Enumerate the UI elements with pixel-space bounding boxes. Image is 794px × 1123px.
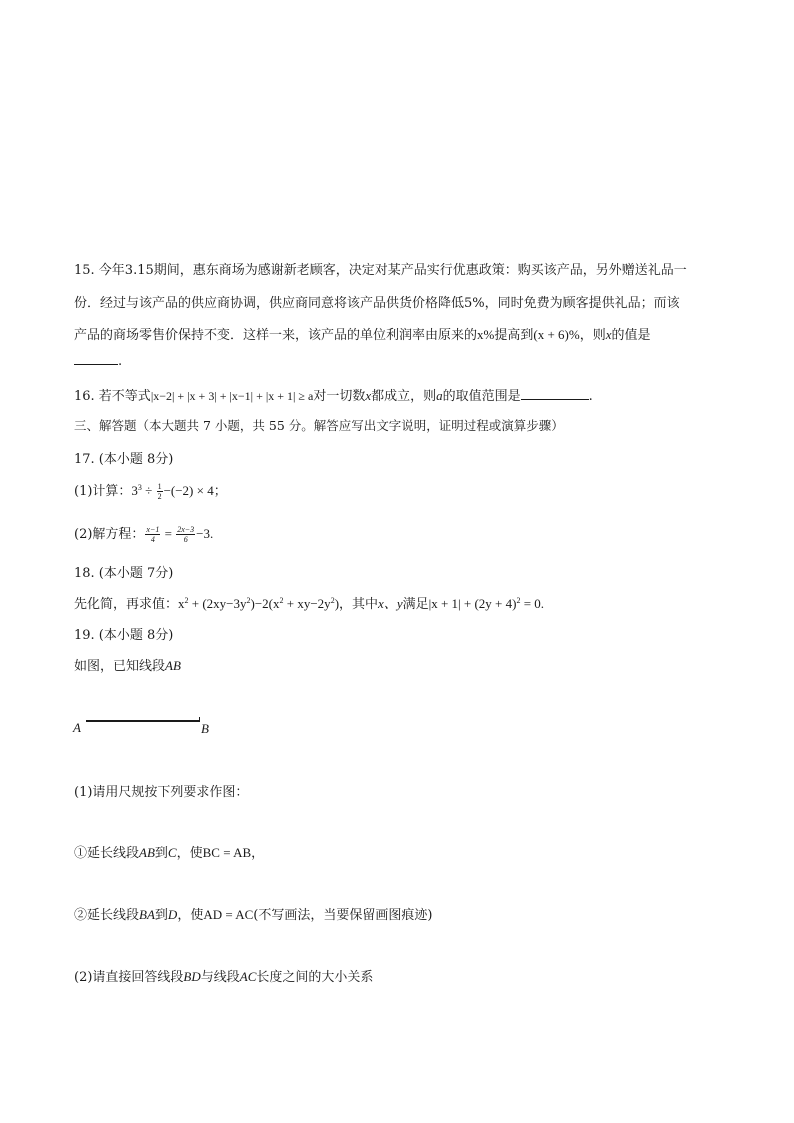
q19-p2-text: 与线段 (200, 970, 240, 985)
q15-math-x-plus-6: (x + 6)% (533, 327, 580, 342)
q18-vars: x、y (378, 596, 403, 611)
q17-p2-left-fraction (145, 525, 160, 544)
q19-part-2 (74, 966, 373, 985)
q17-p1-fraction (157, 482, 163, 501)
q17-p2-tail: −3. (196, 526, 214, 541)
q16-text: 都成立，则 (371, 389, 437, 404)
q17-header: 17. (本小题 8分) (74, 452, 174, 467)
q17-p2-right-fraction (176, 525, 195, 544)
q19-intro (74, 655, 181, 674)
section-3-heading: 三、解答题（本大题共 7 小题，共 55 分。解答应写出文字说明，证明过程或演算步骤） (74, 418, 564, 433)
q15-var-x: x (605, 327, 612, 342)
q19-s2-var-d: D (167, 907, 178, 922)
q16-end: . (588, 389, 593, 404)
q16-text: 对一切数 (313, 389, 366, 404)
q19-s1-var-c: C (167, 845, 177, 860)
q19-s2-text: ②延长线段 (74, 908, 140, 923)
expr-part: + (2xy−3y (188, 596, 247, 611)
q18-text: 满足 (402, 597, 429, 612)
expr-part: = 0. (520, 596, 545, 611)
q19-s1-equation: BC = AB (202, 845, 252, 860)
q19-s1-text: 到 (154, 846, 168, 861)
expr-exponent: 2 (184, 596, 189, 605)
q16-prefix: 16. 若不等式 (74, 389, 151, 404)
q19-s2-text: 到 (154, 908, 168, 923)
q15-text: 提高到 (494, 328, 534, 343)
expr-exponent: 2 (279, 596, 284, 605)
q19-s1-var-ab: AB (139, 845, 155, 860)
q16-var-a: a (436, 388, 443, 403)
q19-intro-text: 如图，已知线段 (74, 659, 166, 674)
q19-p2-var-ac: AC (239, 969, 257, 984)
q17-p2-label: (2)解方程： (74, 527, 145, 542)
expr-exponent: 2 (516, 596, 521, 605)
q19-intro-var: AB (165, 658, 181, 673)
fraction-numerator: 2x−3 (177, 525, 195, 534)
q16-answer-blank (521, 387, 589, 400)
expr-part: )−2(x (250, 596, 280, 611)
q19-s1-text: ，使 (176, 846, 203, 861)
q15-text: 产品的商场零售价保持不变．这样一来，该产品的单位利润率由原来的 (74, 328, 478, 343)
expr-exponent: 2 (246, 596, 251, 605)
fraction-denominator: 6 (183, 535, 188, 544)
q17-part-2 (74, 523, 213, 544)
fraction-denominator: 2 (157, 492, 162, 501)
q19-header: 19. (本小题 8分) (74, 628, 174, 643)
q15-line-4 (74, 352, 122, 369)
q18-text: ，其中 (339, 597, 379, 612)
q19-p2-text: 长度之间的大小关系 (256, 970, 374, 985)
expr-part: x (178, 596, 185, 611)
expr-part: + xy−2y (283, 596, 331, 611)
q19-s2-var-ba: BA (139, 907, 155, 922)
q16-inequality: |x−2| + |x + 3| + |x−1| + |x + 1| ≥ a (150, 389, 314, 403)
q17-part-1 (74, 480, 227, 501)
q18-body (74, 593, 544, 612)
q19-s1-text: ①延长线段 (74, 846, 140, 861)
fraction-numerator: x−1 (146, 525, 160, 534)
segment-ab-endpoint (199, 717, 200, 721)
fraction-denominator: 4 (150, 535, 155, 544)
q16-text: 的取值范围是 (442, 389, 521, 404)
expr-part: |x + 1| + (2y + 4) (428, 596, 517, 611)
q15-end: . (118, 354, 123, 369)
q19-step-1 (74, 842, 264, 861)
q17-p1-tail: −(−2) × 4； (163, 483, 227, 498)
q18-prefix: 先化简，再求值： (74, 597, 179, 612)
q17-p1-div: ÷ (141, 483, 156, 498)
point-label-a: A (73, 720, 81, 735)
q17-p1-base: 3 (131, 483, 138, 498)
q19-p2-text: (2)请直接回答线段 (74, 970, 184, 985)
q19-part-1: (1)请用尺规按下列要求作图： (74, 785, 249, 800)
q19-s2-text: ，使 (177, 908, 204, 923)
q19-s2-text: (不写画法，当要保留画图痕迹) (253, 908, 433, 923)
q18-condition (429, 596, 544, 611)
q15-line-3 (74, 324, 651, 343)
segment-ab (86, 720, 200, 722)
q16-line (74, 385, 593, 404)
q15-answer-blank (74, 352, 118, 365)
fraction-numerator: 1 (157, 482, 162, 491)
q17-p1-label: (1)计算： (74, 484, 132, 499)
expr-part: ) (334, 596, 340, 611)
q17-p1-exponent: 3 (137, 483, 142, 492)
expr-exponent: 2 (330, 596, 335, 605)
q19-s2-equation: AD = AC (203, 907, 254, 922)
q18-expression (178, 596, 339, 611)
q15-line-1: 15. 今年3.15期间，惠东商场为感谢新老顾客，决定对某产品实行优惠政策：购买该产品，另外赠送礼品一 (74, 263, 687, 278)
q15-text: ，则 (579, 328, 606, 343)
q17-p2-equals: = (161, 526, 176, 541)
q16-var-x: x (365, 388, 372, 403)
q19-s1-text: ， (251, 846, 265, 861)
q18-header: 18. (本小题 7分) (74, 566, 174, 581)
q15-text: 的值是 (611, 328, 651, 343)
q15-math-x-percent: x% (477, 327, 495, 342)
point-label-b: B (201, 721, 209, 736)
q15-line-2: 份．经过与该产品的供应商协调，供应商同意将该产品供货价格降低5%，同时免费为顾客提供礼品；而该 (74, 296, 680, 311)
q19-p2-var-bd: BD (183, 969, 201, 984)
q19-step-2 (74, 904, 432, 923)
